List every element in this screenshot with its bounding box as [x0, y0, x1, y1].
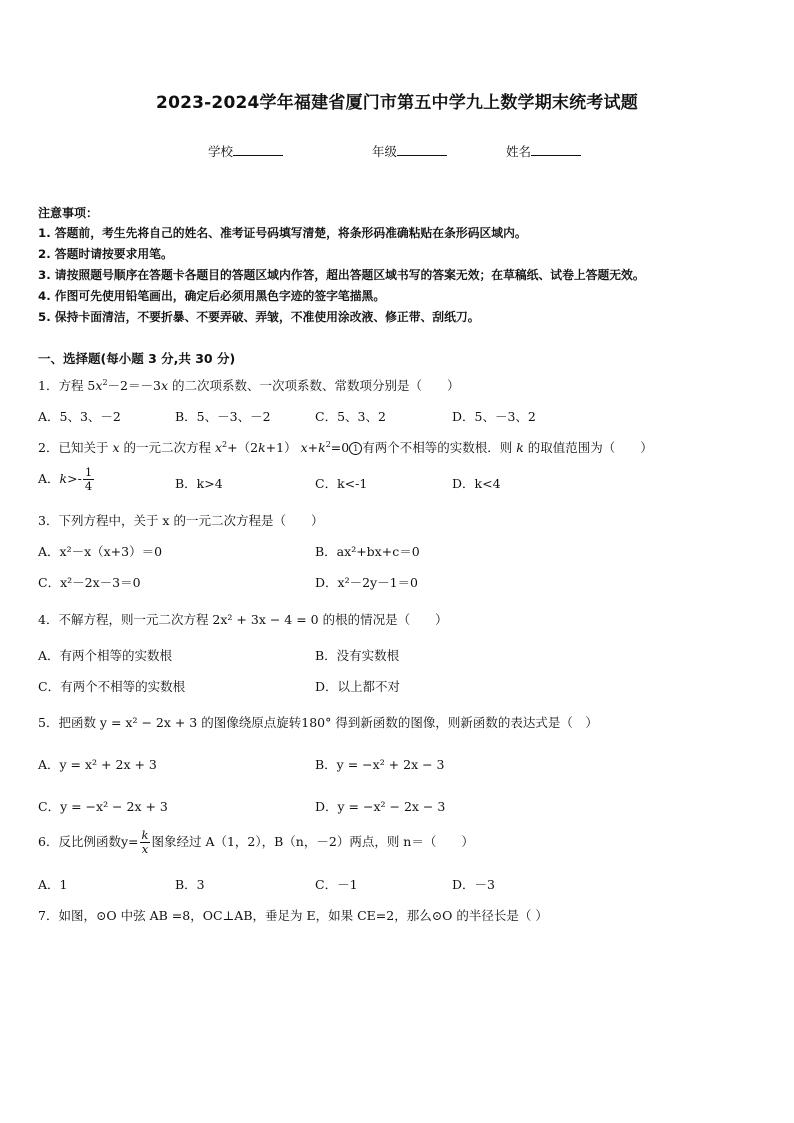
question-1-stem: 1．方程 $5x^2-2=-3x$ 的二次项系数、一次项系数、常数项分别是（ ） [38, 377, 460, 393]
question-3-stem: 3．下列方程中，关于 x 的一元二次方程是（ ） [38, 513, 324, 528]
question-3-option-a[interactable]: A．x²－x（x+3）＝0 [38, 544, 163, 559]
question-2-option-c[interactable]: C．k<-1 [315, 476, 368, 491]
question-2-option-b[interactable]: B．k>4 [175, 476, 223, 491]
note-item: 5. 保持卡面清洁，不要折暴、不要弄破、弄皱，不准使用涂改液、修正带、刮纸刀。 [38, 310, 480, 324]
question-1-option-a[interactable]: A．5、3、－2 [38, 409, 121, 424]
question-3-option-d[interactable]: D．x²－2y－1＝0 [315, 575, 419, 590]
question-5-stem: 5．把函数 y = x² − 2x + 3 的图像绕原点旋转180° 得到新函数的图像，则新函数的表达式是（ ） [38, 715, 598, 730]
question-4-option-d[interactable]: D．以上都不对 [315, 679, 401, 694]
note-item: 3. 请按照题号顺序在答题卡各题目的答题区域内作答，超出答题区域书写的答案无效；在草稿纸、试卷上答题无效。 [38, 268, 645, 282]
question-5-option-c[interactable]: C．y = −x² − 2x + 3 [38, 799, 168, 814]
question-4-option-c[interactable]: C．有两个不相等的实数根 [38, 679, 186, 694]
note-item: 1. 答题前，考生先将自己的姓名、准考证号码填写清楚，将条形码准确粘贴在条形码区域内。 [38, 226, 527, 240]
school-blank[interactable] [233, 144, 283, 156]
circled-one-icon: 1 [349, 442, 362, 455]
grade-field[interactable] [372, 142, 447, 160]
fraction: $\frac{k}{x}$ [141, 828, 149, 857]
question-1-option-d[interactable]: D．5、－3、2 [452, 409, 536, 424]
question-6-stem: 6．反比例函数y= $\frac{k}{x}$ 图象经过 A（1，2），B（n，－2）两点，则 n＝（ ） [38, 828, 474, 857]
question-6-option-d[interactable]: D．－3 [452, 877, 495, 892]
school-field[interactable] [208, 142, 283, 160]
question-3-option-c[interactable]: C．x²－2x－3＝0 [38, 575, 141, 590]
question-2-stem: 2．已知关于 x 的一元二次方程 $x^2+(2k+1)$ $x+k^2=0$ 1 有两个不相等的实数根．则 k 的取值范围为（ ） [38, 439, 653, 455]
question-3-option-b[interactable]: B．ax²+bx+c＝0 [315, 544, 420, 559]
question-6-option-b[interactable]: B．3 [175, 877, 205, 892]
question-5-option-d[interactable]: D．y = −x² − 2x − 3 [315, 799, 446, 814]
question-6-option-c[interactable]: C．－1 [315, 877, 358, 892]
grade-blank[interactable] [397, 144, 447, 156]
notes-heading: 注意事项： [38, 206, 99, 220]
grade-label: 年级 [372, 144, 398, 159]
question-1-option-c[interactable]: C．5、3、2 [315, 409, 386, 424]
question-2-option-a[interactable]: A．k>- $\frac{1}{4}$ [38, 465, 93, 494]
question-5-option-b[interactable]: B．y = −x² + 2x − 3 [315, 757, 445, 772]
name-blank[interactable] [531, 144, 581, 156]
question-6-option-a[interactable]: A．1 [38, 877, 68, 892]
question-2-option-d[interactable]: D．k<4 [452, 476, 501, 491]
page-title: 2023-2024学年福建省厦门市第五中学九上数学期末统考试题 [156, 93, 638, 113]
name-label: 姓名 [506, 144, 532, 159]
name-field[interactable] [506, 142, 581, 160]
note-item: 2. 答题时请按要求用笔。 [38, 247, 173, 261]
section-heading: 一、选择题(每小题 3 分,共 30 分) [38, 351, 236, 366]
question-5-option-a[interactable]: A．y = x² + 2x + 3 [38, 757, 157, 772]
fraction: $\frac{1}{4}$ [84, 465, 93, 494]
note-item: 4. 作图可先使用铅笔画出，确定后必须用黑色字迹的签字笔描黑。 [38, 289, 386, 303]
question-7-stem: 7．如图，⊙O 中弦 AB =8，OC⊥AB，垂足为 E，如果 CE=2，那么⊙O 的半径长是（ ） [38, 908, 548, 923]
question-4-option-a[interactable]: A．有两个相等的实数根 [38, 648, 173, 663]
question-1-option-b[interactable]: B．5、－3、－2 [175, 409, 271, 424]
question-4-stem: 4．不解方程，则一元二次方程 2x² + 3x − 4 = 0 的根的情况是（ ） [38, 612, 448, 627]
school-label: 学校 [208, 144, 234, 159]
question-4-option-b[interactable]: B．没有实数根 [315, 648, 400, 663]
